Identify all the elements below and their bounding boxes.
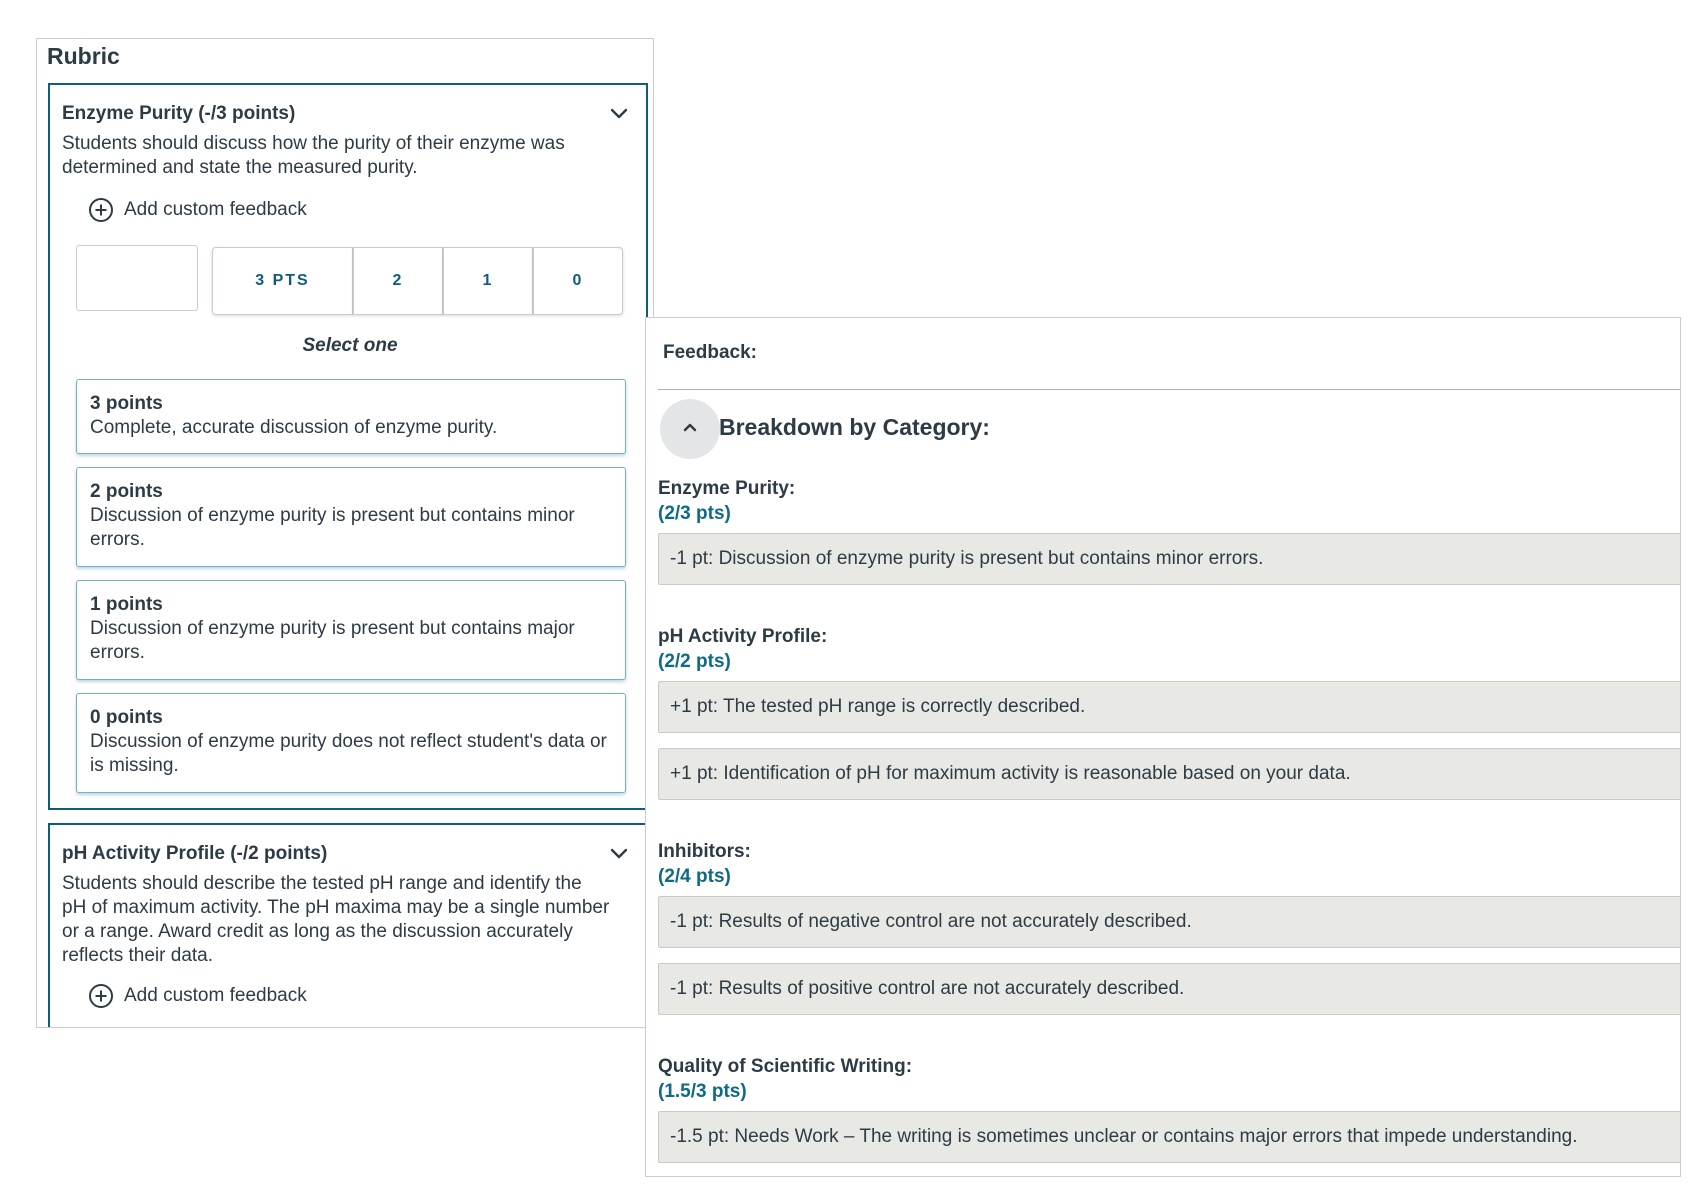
- rating-option-3[interactable]: [76, 379, 626, 454]
- rating-description: Discussion of enzyme purity is present but contains major errors.: [90, 618, 575, 663]
- feedback-item: -1.5 pt: Needs Work – The writing is sometimes unclear or contains major errors that impede understanding.: [658, 1111, 1681, 1163]
- feedback-label: Feedback:: [663, 342, 757, 363]
- rating-option-0[interactable]: [76, 693, 626, 793]
- points-button-2[interactable]: 2: [353, 247, 443, 315]
- rubric-title: Rubric: [47, 43, 120, 69]
- points-button-3[interactable]: 3 PTS: [212, 247, 353, 315]
- criterion-enzyme-purity: [48, 83, 648, 810]
- add-custom-feedback-button[interactable]: [88, 197, 307, 223]
- feedback-item: -1 pt: Results of negative control are not accurately described.: [658, 896, 1681, 948]
- feedback-item: -1 pt: Discussion of enzyme purity is present but contains minor errors.: [658, 533, 1681, 585]
- rating-description: Discussion of enzyme purity does not reflect student's data or is missing.: [90, 731, 607, 776]
- score-input[interactable]: [76, 245, 198, 311]
- chevron-down-icon[interactable]: [608, 103, 630, 125]
- category-name: Inhibitors:: [658, 841, 751, 862]
- rating-option-2[interactable]: [76, 467, 626, 567]
- criterion-description: Students should describe the tested pH range and identify the pH of maximum activity. The pH maxima may be a single number or a range. Award credit as long as the discussion accurately reflects their data.: [62, 873, 610, 966]
- rating-points: 1 points: [90, 594, 163, 615]
- category-name: pH Activity Profile:: [658, 626, 828, 647]
- collapse-breakdown-button[interactable]: [660, 399, 720, 459]
- plus-circle-icon: [88, 983, 114, 1009]
- select-one-hint: Select one: [302, 335, 398, 356]
- criterion-header: Enzyme Purity (-/3 points): [62, 103, 296, 124]
- feedback-item: +1 pt: The tested pH range is correctly described.: [658, 681, 1681, 733]
- category-name: Quality of Scientific Writing:: [658, 1056, 913, 1077]
- category-score: (2/2 pts): [658, 651, 731, 672]
- breakdown-title: Breakdown by Category:: [719, 414, 990, 440]
- rubric-panel: [36, 38, 654, 1028]
- add-custom-feedback-label: Add custom feedback: [124, 199, 307, 220]
- feedback-item: -1 pt: Results of positive control are not accurately described.: [658, 963, 1681, 1015]
- category-name: Enzyme Purity:: [658, 478, 796, 499]
- category-score: (1.5/3 pts): [658, 1081, 747, 1102]
- rating-option-1[interactable]: [76, 580, 626, 680]
- category-score: (2/3 pts): [658, 503, 731, 524]
- feedback-panel: [645, 317, 1681, 1177]
- points-button-0[interactable]: 0: [533, 247, 623, 315]
- category-score: (2/4 pts): [658, 866, 731, 887]
- feedback-item: +1 pt: Identification of pH for maximum activity is reasonable based on your data.: [658, 748, 1681, 800]
- criterion-ph-activity-profile: [48, 823, 648, 1028]
- rating-description: Discussion of enzyme purity is present but contains minor errors.: [90, 505, 575, 550]
- divider: [658, 389, 1680, 390]
- chevron-down-icon[interactable]: [608, 843, 630, 865]
- points-button-1[interactable]: 1: [443, 247, 533, 315]
- rating-points: 0 points: [90, 707, 163, 728]
- add-custom-feedback-label: Add custom feedback: [124, 985, 307, 1006]
- chevron-up-icon: [680, 417, 700, 442]
- rating-points: 2 points: [90, 481, 163, 502]
- add-custom-feedback-button[interactable]: [88, 983, 307, 1009]
- points-button-group: [212, 247, 623, 315]
- plus-circle-icon: [88, 197, 114, 223]
- rating-description: Complete, accurate discussion of enzyme purity.: [90, 417, 498, 438]
- rating-points: 3 points: [90, 393, 163, 414]
- criterion-description: Students should discuss how the purity of their enzyme was determined and state the measured purity.: [62, 133, 565, 178]
- criterion-header: pH Activity Profile (-/2 points): [62, 843, 328, 864]
